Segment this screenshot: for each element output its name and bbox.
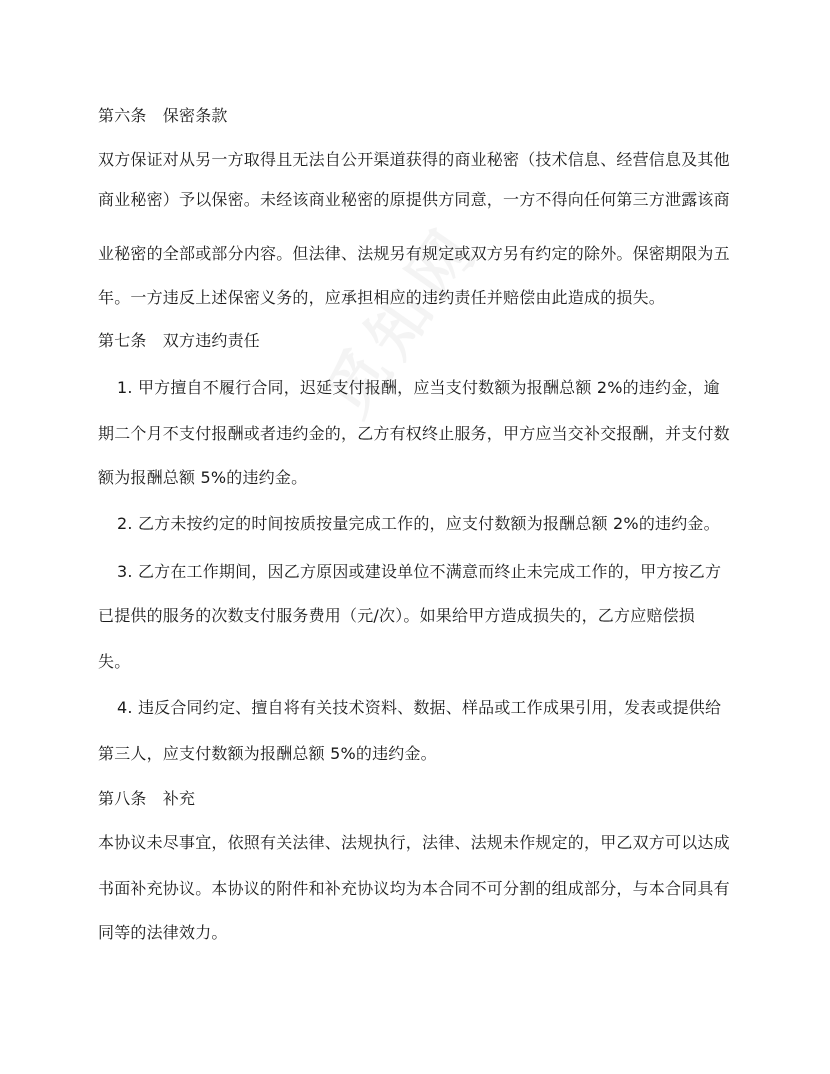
section-7-item-1-line: 额为报酬总额 5%的违约金。 [98,468,308,487]
section-8-line: 本协议未尽事宜，依照有关法律、法规执行，法律、法规未作规定的，甲乙双方可以达成 [98,833,730,852]
section-8-heading: 第八条 补充 [98,789,196,808]
section-8-line: 同等的法律效力。 [98,923,228,942]
section-6-line: 商业秘密）予以保密。未经该商业秘密的原提供方同意，一方不得向任何第三方泄露该商 [98,190,730,209]
section-7-item-3-line: 3. 乙方在工作期间，因乙方原因或建设单位不满意而终止未完成工作的，甲方按乙方 [117,562,722,581]
section-7-item-3-line: 失。 [98,652,131,671]
section-8-line: 书面补充协议。本协议的附件和补充协议均为本合同不可分割的组成部分，与本合同具有 [98,879,730,898]
section-7-item-1-line: 期二个月不支付报酬或者违约金的，乙方有权终止服务，甲方应当交补交报酬，并支付数 [98,424,730,443]
section-7-item-4-line: 第三人，应支付数额为报酬总额 5%的违约金。 [98,744,437,763]
section-6-line: 年。一方违反上述保密义务的，应承担相应的违约责任并赔偿由此造成的损失。 [98,288,666,307]
section-7-item-3-line: 已提供的服务的次数支付服务费用（元/次）。如果给甲方造成损失的，乙方应赔偿损 [98,606,695,625]
section-6-line: 业秘密的全部或部分内容。但法律、法规另有规定或双方另有约定的除外。保密期限为五 [98,244,730,263]
section-7-item-4-line: 4. 违反合同约定、擅自将有关技术资料、数据、样品或工作成果引用，发表或提供给 [117,698,722,717]
section-7-item-1-line: 1. 甲方擅自不履行合同，迟延支付报酬，应当支付数额为报酬总额 2%的违约金，逾 [117,378,720,397]
section-6-heading: 第六条 保密条款 [98,106,228,125]
section-7-heading: 第七条 双方违约责任 [98,331,261,350]
section-6-line: 双方保证对从另一方取得且无法自公开渠道获得的商业秘密（技术信息、经营信息及其他 [98,150,730,169]
section-7-item-2-line: 2. 乙方未按约定的时间按质按量完成工作的，应支付数额为报酬总额 2%的违约金。 [117,514,720,533]
